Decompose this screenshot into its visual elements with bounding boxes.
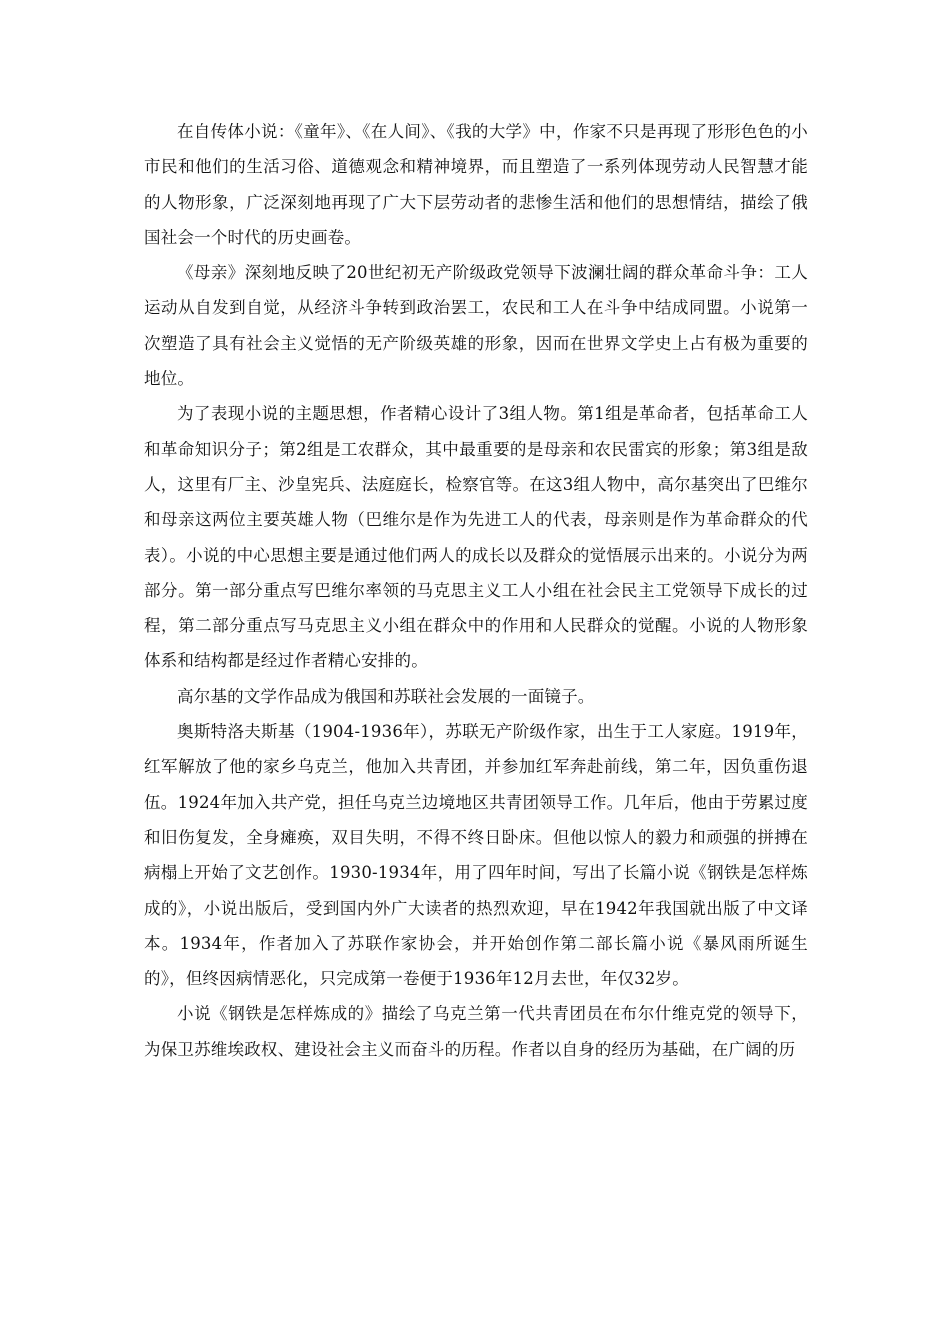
paragraph-steel-novel: 小说《钢铁是怎样炼成的》描绘了乌克兰第一代共青团员在布尔什维克党的领导下，为保卫苏维埃政权、建设社会主义而奋斗的历程。作者以自身的经历为基础，在广阔的历	[144, 1004, 808, 1059]
paragraph-childhood-trilogy: 在自传体小说：《童年》、《在人间》、《我的大学》中，作家不只是再现了形形色色的小市民和他们的生活习俗、道德观念和精神境界，而且塑造了一系列体现劳动人民智慧才能的人物形象，广泛深刻地再现了广大下层劳动者的悲惨生活和他们的思想情结，描绘了俄国社会一个时代的历史画卷。	[144, 122, 808, 247]
paragraph-mother-novel: 《母亲》深刻地反映了20世纪初无产阶级政党领导下波澜壮阔的群众革命斗争：工人运动从自发到自觉，从经济斗争转到政治罢工，农民和工人在斗争中结成同盟。小说第一次塑造了具有社会主义觉悟的无产阶级英雄的形象，因而在世界文学史上占有极为重要的地位。	[144, 263, 808, 389]
paragraph-character-groups: 为了表现小说的主题思想，作者精心设计了3组人物。第1组是革命者，包括革命工人和革命知识分子；第2组是工农群众，其中最重要的是母亲和农民雷宾的形象；第3组是敌人，这里有厂主、沙皇宪兵、法庭庭长，检察官等。在这3组人物中，高尔基突出了巴维尔和母亲这两位主要英雄人物（巴维尔是作为先进工人的代表，母亲则是作为革命群众的代表）。小说的中心思想主要是通过他们两人的成长以及群众的觉悟展示出来的。小说分为两部分。第一部分重点写巴维尔率领的马克思主义工人小组在社会民主工党领导下成长的过程，第二部分重点写马克思主义小组在群众中的作用和人民群众的觉醒。小说的人物形象体系和结构都是经过作者精心安排的。	[144, 404, 808, 671]
paragraph-ostrovsky-bio: 奥斯特洛夫斯基（1904-1936年），苏联无产阶级作家，出生于工人家庭。1919年，红军解放了他的家乡乌克兰，他加入共青团，并参加红军奔赴前线，第二年，因负重伤退伍。1924年加入共产党，担任乌克兰边境地区共青团领导工作。几年后，他由于劳累过度和旧伤复发，全身瘫痪，双目失明，不得不终日卧床。但他以惊人的毅力和顽强的拼搏在病榻上开始了文艺创作。1930-1934年，用了四年时间，写出了长篇小说《钢铁是怎样炼成的》，小说出版后，受到国内外广大读者的热烈欢迎，早在1942年我国就出版了中文译本。1934年，作者加入了苏联作家协会，并开始创作第二部长篇小说《暴风雨所诞生的》，但终因病情恶化，只完成第一卷便于1936年12月去世，年仅32岁。	[144, 722, 808, 989]
document-body	[144, 114, 808, 1067]
paragraph-gorky-mirror: 高尔基的文学作品成为俄国和苏联社会发展的一面镜子。	[177, 686, 595, 706]
